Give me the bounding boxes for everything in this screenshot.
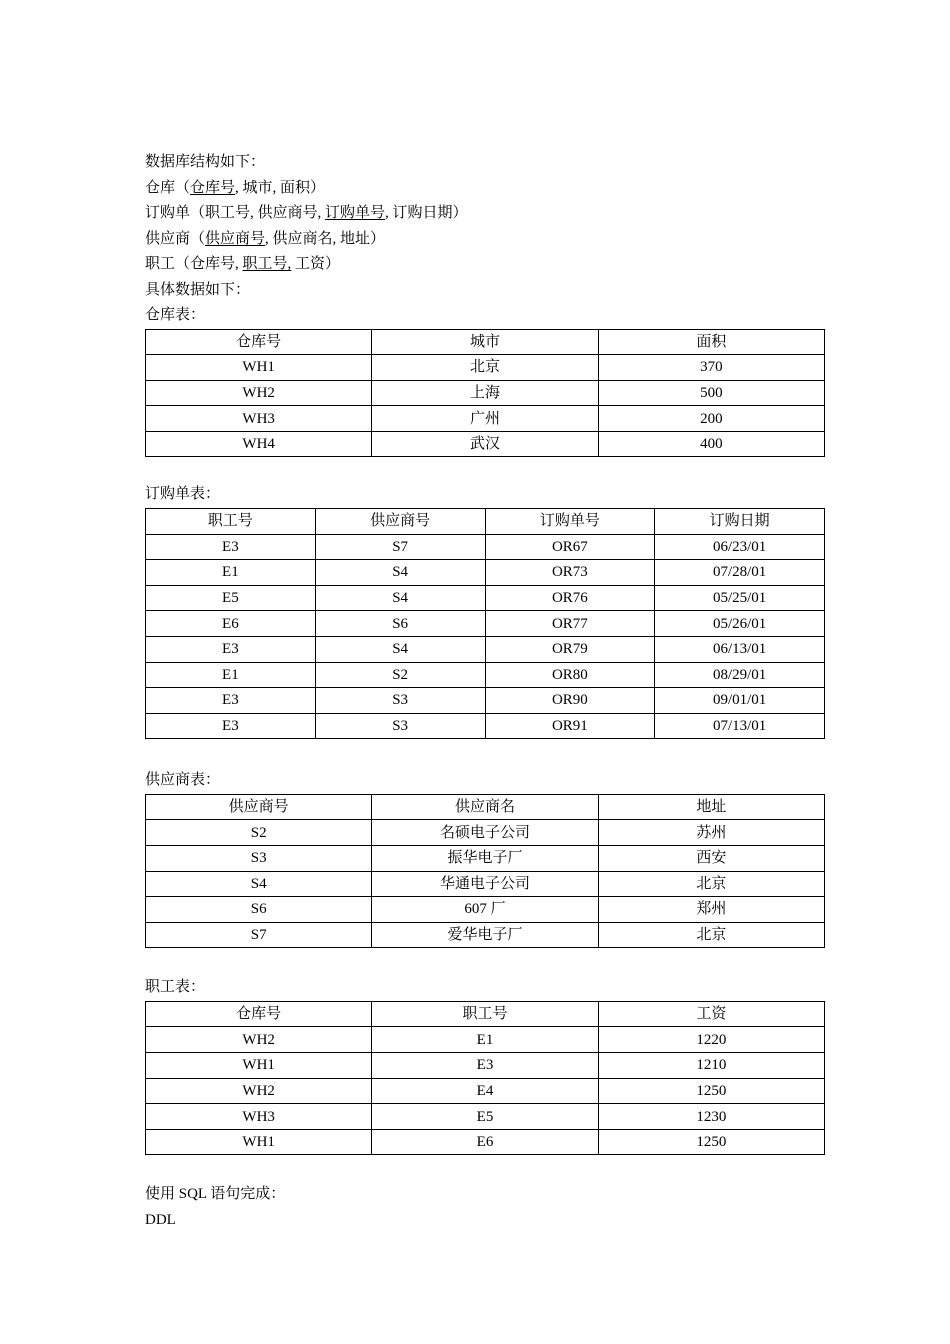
table-cell: E3 [146,534,316,560]
table-row [146,871,825,897]
table-row [146,662,825,688]
table-cell: WH3 [146,1104,372,1130]
table-cell: E3 [146,636,316,662]
table-header-row [146,508,825,534]
column-header: 供应商号 [315,508,485,534]
table-cell: 爱华电子厂 [372,922,598,948]
table-cell: 北京 [598,871,824,897]
document-page [145,150,825,1233]
suppliers-table-title: 供应商表： [145,772,221,789]
column-header: 职工号 [146,508,316,534]
table-cell: S3 [146,846,372,872]
column-header: 供应商号 [146,794,372,820]
table-cell: OR77 [485,611,655,637]
table-cell: 西安 [598,846,824,872]
table-row [146,1104,825,1130]
table-cell: E1 [146,560,316,586]
table-cell: 华通电子公司 [372,871,598,897]
schema-field: , 供应商名, 地址） [265,230,386,247]
schema-line [145,201,825,227]
table-cell: 名硕电子公司 [372,820,598,846]
table-row [146,636,825,662]
table-row [146,1027,825,1053]
table-cell: 1210 [598,1053,824,1079]
table-row [146,355,825,381]
table-cell: WH3 [146,406,372,432]
table-cell: 1220 [598,1027,824,1053]
ddl-label: DDL [145,1211,176,1228]
schema-key-field: 供应商号 [205,230,266,247]
table-cell: E4 [372,1078,598,1104]
table-cell: WH2 [146,1027,372,1053]
table-cell: 607 厂 [372,897,598,923]
column-header: 订购单号 [485,508,655,534]
table-cell: 05/26/01 [655,611,825,637]
table-row [146,585,825,611]
table-cell: E5 [372,1104,598,1130]
table-cell: E1 [146,662,316,688]
table-cell: 郑州 [598,897,824,923]
table-cell: 1250 [598,1129,824,1155]
table-cell: WH4 [146,431,372,457]
table-cell: 1250 [598,1078,824,1104]
table-cell: WH2 [146,380,372,406]
table-cell: 09/01/01 [655,688,825,714]
table-cell: 1230 [598,1104,824,1130]
schema-line [145,227,825,253]
table-cell: 北京 [372,355,598,381]
table-cell: OR73 [485,560,655,586]
schema-line [145,176,825,202]
table-row [146,922,825,948]
table-header-row [146,794,825,820]
table-cell: S7 [315,534,485,560]
table-cell: 振华电子厂 [372,846,598,872]
table-cell: E6 [146,611,316,637]
data-heading: 具体数据如下： [145,281,251,298]
table-cell: E6 [372,1129,598,1155]
sql-task-text: 使用 SQL 语句完成： [145,1186,286,1203]
table-cell: 400 [598,431,824,457]
column-header: 职工号 [372,1001,598,1027]
table-row [146,380,825,406]
table-cell: 上海 [372,380,598,406]
schema-table-name: 仓库（ [145,179,191,196]
table-row [146,897,825,923]
schema-key-field: 职工号, [242,256,292,272]
table-cell: S7 [146,922,372,948]
table-cell: 广州 [372,406,598,432]
column-header: 仓库号 [146,1001,372,1027]
table-cell: 北京 [598,922,824,948]
table-cell: S4 [315,585,485,611]
table-row [146,611,825,637]
column-header: 供应商名 [372,794,598,820]
table-row [146,1129,825,1155]
table-cell: E3 [146,713,316,739]
structure-heading: 数据库结构如下： [145,154,266,170]
warehouse-table [145,329,825,458]
table-cell: S6 [146,897,372,923]
schema-key-field: 订购单号 [325,205,386,221]
schema-table-name: 职工（ [145,256,191,272]
table-cell: WH1 [146,1129,372,1155]
table-row [146,1053,825,1079]
table-cell: OR90 [485,688,655,714]
schema-field: 工资） [291,256,341,272]
column-header: 地址 [598,794,824,820]
table-cell: 05/25/01 [655,585,825,611]
table-row [146,406,825,432]
table-row [146,560,825,586]
schema-table-name: 订购单（ [145,205,206,221]
schema-line [145,252,825,278]
schema-field: 仓库号, [190,256,243,272]
schema-field: , 订购日期） [385,205,468,221]
schema-list [145,176,825,278]
table-cell: OR79 [485,636,655,662]
table-row [146,1078,825,1104]
table-cell: 06/23/01 [655,534,825,560]
table-header-row [146,329,825,355]
table-cell: WH1 [146,355,372,381]
table-cell: 370 [598,355,824,381]
table-row [146,713,825,739]
table-cell: S6 [315,611,485,637]
table-cell: OR80 [485,662,655,688]
table-cell: S2 [315,662,485,688]
table-cell: S4 [315,560,485,586]
table-cell: 苏州 [598,820,824,846]
column-header: 仓库号 [146,329,372,355]
table-cell: S3 [315,713,485,739]
table-cell: 07/28/01 [655,560,825,586]
table-cell: E3 [146,688,316,714]
table-cell: 200 [598,406,824,432]
table-cell: 500 [598,380,824,406]
table-cell: 08/29/01 [655,662,825,688]
column-header: 工资 [598,1001,824,1027]
table-cell: OR91 [485,713,655,739]
orders-table-title: 订购单表： [145,486,221,503]
table-cell: S3 [315,688,485,714]
column-header: 面积 [598,329,824,355]
orders-table [145,508,825,739]
column-header: 订购日期 [655,508,825,534]
table-cell: OR67 [485,534,655,560]
table-cell: 06/13/01 [655,636,825,662]
schema-key-field: 仓库号 [190,179,236,196]
table-row [146,820,825,846]
table-cell: S4 [315,636,485,662]
table-header-row [146,1001,825,1027]
table-cell: 07/13/01 [655,713,825,739]
table-row [146,431,825,457]
table-cell: S2 [146,820,372,846]
warehouse-table-title: 仓库表： [145,307,206,323]
table-cell: S4 [146,871,372,897]
table-cell: 武汉 [372,431,598,457]
table-cell: E3 [372,1053,598,1079]
employees-table [145,1001,825,1156]
column-header: 城市 [372,329,598,355]
table-row [146,846,825,872]
table-cell: WH1 [146,1053,372,1079]
table-cell: WH2 [146,1078,372,1104]
table-row [146,688,825,714]
suppliers-table [145,794,825,949]
schema-table-name: 供应商（ [145,230,206,247]
table-cell: OR76 [485,585,655,611]
schema-field: 职工号, 供应商号, [205,205,326,221]
table-cell: E5 [146,585,316,611]
table-row [146,534,825,560]
schema-field: , 城市, 面积） [235,179,326,196]
employees-table-title: 职工表： [145,979,206,996]
table-cell: E1 [372,1027,598,1053]
